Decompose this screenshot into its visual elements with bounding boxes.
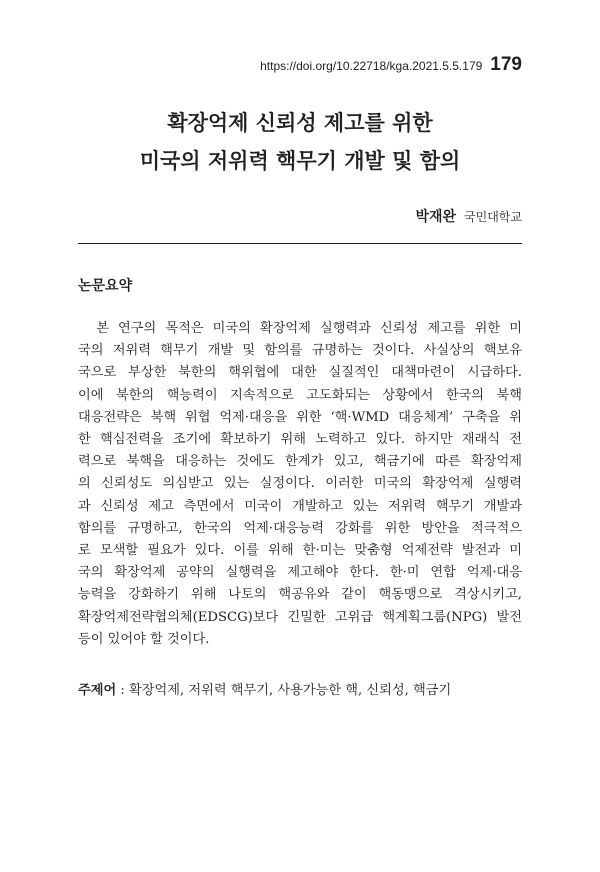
- author-block: [415, 206, 522, 226]
- title-line-2: 미국의 저위력 핵무기 개발 및 함의: [139, 149, 461, 173]
- abstract-line: 국으로 부상한 북한의 핵위협에 대한 실질적인 대책마련이 시급하다.: [78, 365, 522, 381]
- abstract-line: 한 핵심전력을 조기에 확보하기 위해 노력하고 있다. 하지만 재래식 전: [78, 432, 522, 448]
- abstract-line: 등이 있어야 할 것이다.: [78, 631, 210, 647]
- abstract-line: 이에 북한의 핵능력이 지속적으로 고도화되는 상황에서 한국의 북핵: [78, 387, 522, 403]
- abstract-line: 능력을 강화하기 위해 나토의 핵공유와 같이 핵동맹으로 격상시키고,: [78, 587, 522, 603]
- divider-rule: [78, 243, 522, 244]
- keywords: [78, 680, 522, 702]
- abstract-heading: 논문요약: [78, 278, 133, 294]
- keywords-text: 확장억제, 저위력 핵무기, 사용가능한 핵, 신뢰성, 핵금기: [129, 683, 452, 698]
- author-name: 박재완: [415, 209, 457, 225]
- keywords-label: 주제어: [78, 683, 117, 698]
- title-line-1: 확장억제 신뢰성 제고를 위한: [167, 111, 433, 135]
- abstract-body: [78, 318, 522, 651]
- abstract-line: 로 모색할 필요가 있다. 이를 위해 한·미는 맞춤형 억제전략 발전과 미: [78, 543, 522, 559]
- abstract-line: 력으로 북핵을 대응하는 것에도 한계가 있고, 핵금기에 따른 확장억제: [78, 454, 522, 470]
- abstract-line: 의 신뢰성도 의심받고 있는 실정이다. 이러한 미국의 확장억제 실행력: [78, 476, 522, 492]
- abstract-line: 본 연구의 목적은 미국의 확장억제 실행력과 신뢰성 제고를 위한 미: [78, 321, 522, 336]
- page-number: 179: [490, 54, 522, 75]
- page-header: [260, 54, 522, 76]
- abstract-line: 과 신뢰성 제고 측면에서 미국이 개발하고 있는 저위력 핵무기 개발과: [78, 498, 522, 514]
- abstract-line: 국의 확장억제 공약의 실행력을 제고해야 한다. 한·미 연합 억제·대응: [78, 565, 522, 581]
- keywords-separator: :: [116, 683, 130, 698]
- author-affiliation: 국민대학교: [464, 210, 522, 224]
- paper-title: [0, 104, 600, 180]
- abstract-line: 국의 저위력 핵무기 개발 및 함의를 규명하는 것이다. 사실상의 핵보유: [78, 343, 522, 359]
- abstract-line: 대응전략은 북핵 위협 억제·대응을 위한 ‘핵·WMD 대응체계’ 구축을 위: [78, 409, 522, 425]
- doi-link[interactable]: https://doi.org/10.22718/kga.2021.5.5.179: [260, 59, 483, 73]
- abstract-line: 확장억제전략협의체(EDSCG)보다 긴밀한 고위급 핵계획그룹(NPG) 발전: [78, 609, 522, 625]
- abstract-line: 함의를 규명하고, 한국의 억제·대응능력 강화를 위한 방안을 적극적으: [78, 520, 522, 536]
